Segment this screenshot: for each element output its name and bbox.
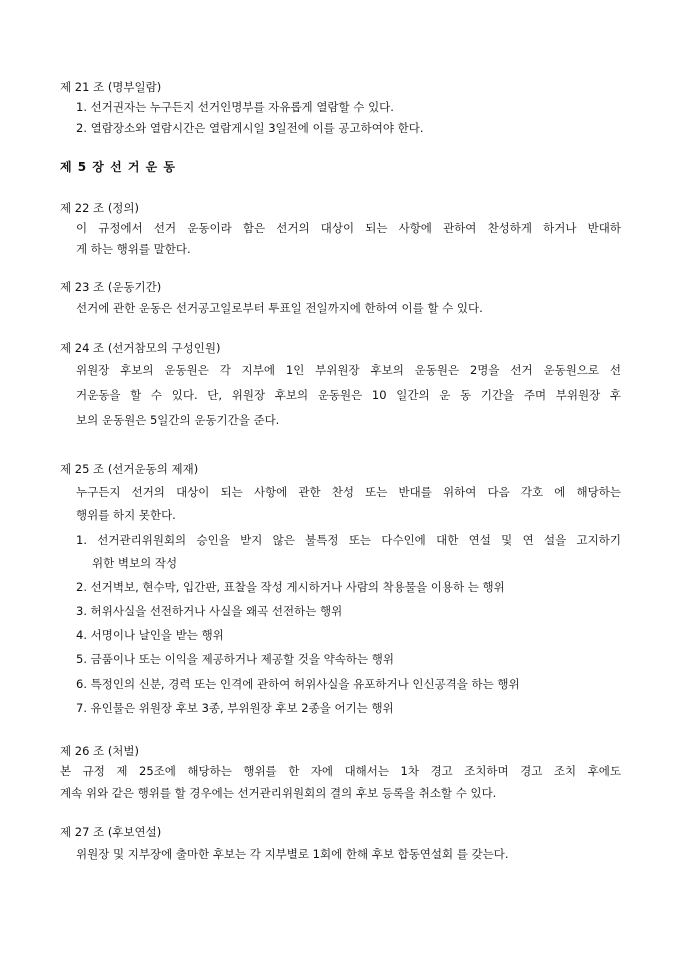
article-26-body-line-1: 본 규정 제 25조에 해당하는 행위를 한 자에 대해서는 1차 경고 조치하며 경고 조치 후에도 <box>60 764 621 778</box>
article-22-heading: 제 22 조 (정의) <box>60 201 140 215</box>
article-27-heading: 제 27 조 (후보연설) <box>60 825 162 839</box>
article-25-item-1-cont: 위한 벽보의 작성 <box>92 556 178 570</box>
article-21-item-1: 1. 선거권자는 누구든지 선거인명부를 자유롭게 열람할 수 있다. <box>76 100 394 114</box>
article-22-body-line-2: 게 하는 행위를 말한다. <box>76 242 191 256</box>
article-25-item-4: 4. 서명이나 날인을 받는 행위 <box>76 628 224 642</box>
article-25-item-5: 5. 금품이나 또는 이익을 제공하거나 제공할 것을 약속하는 행위 <box>76 652 394 666</box>
article-25-heading: 제 25 조 (선거운동의 제재) <box>60 462 199 476</box>
article-23-body-line-1: 선거에 관한 운동은 선거공고일로부터 투표일 전일까지에 한하여 이를 할 수 있다. <box>76 301 483 315</box>
article-25-item-1: 1. 선거관리위원회의 승인을 받지 않은 불특정 또는 다수인에 대한 연설 및 연 설을 고지하기 <box>76 533 621 547</box>
article-25-intro-line-1: 누구든지 선거의 대상이 되는 사항에 관한 찬성 또는 반대를 위하여 다음 각호 에 해당하는 <box>76 485 621 499</box>
article-21-heading: 제 21 조 (명부일람) <box>60 80 162 94</box>
article-24-body-line-1: 위원장 후보의 운동원은 각 지부에 1인 부위원장 후보의 운동원은 2명을 선거 운동원으로 선 <box>76 363 621 377</box>
article-21-item-2: 2. 열람장소와 열람시간은 열람게시일 3일전에 이를 공고하여야 한다. <box>76 121 424 135</box>
article-22-body-line-1: 이 규정에서 선거 운동이라 함은 선거의 대상이 되는 사항에 관하여 찬성하게 하거나 반대하 <box>76 221 621 235</box>
article-24-heading: 제 24 조 (선거참모의 구성인원) <box>60 341 221 355</box>
article-23-heading: 제 23 조 (운동기간) <box>60 280 162 294</box>
article-27-body-line-1: 위원장 및 지부장에 출마한 후보는 각 지부별로 1회에 한해 후보 합동연설회 를 갖는다. <box>76 847 509 861</box>
article-26-heading: 제 26 조 (처벌) <box>60 744 140 758</box>
article-26-body-line-2: 계속 위와 같은 행위를 할 경우에는 선거관리위원회의 결의 후보 등록을 취소할 수 있다. <box>60 786 497 800</box>
article-24-body-line-2: 거운동을 할 수 있다. 단, 위원장 후보의 운동원은 10 일간의 운 동 기간을 주며 부위원장 후 <box>76 388 621 402</box>
article-25-item-2: 2. 선거벽보, 현수막, 입간판, 표찰을 작성 게시하거나 사람의 착용물을 이용하 는 행위 <box>76 580 505 594</box>
article-25-item-3: 3. 허위사실을 선전하거나 사실을 왜곡 선전하는 행위 <box>76 604 343 618</box>
article-25-item-6: 6. 특정인의 신분, 경력 또는 인격에 관하여 허위사실을 유포하거나 인신공격을 하는 행위 <box>76 677 520 691</box>
article-24-body-line-3: 보의 운동원은 5일간의 운동기간을 준다. <box>76 413 280 427</box>
article-25-item-7: 7. 유인물은 위원장 후보 3종, 부위원장 후보 2종을 어기는 행위 <box>76 701 394 715</box>
article-25-intro-line-2: 행위를 하지 못한다. <box>76 508 176 522</box>
chapter-5-title: 제 5 장 선 거 운 동 <box>60 160 175 174</box>
